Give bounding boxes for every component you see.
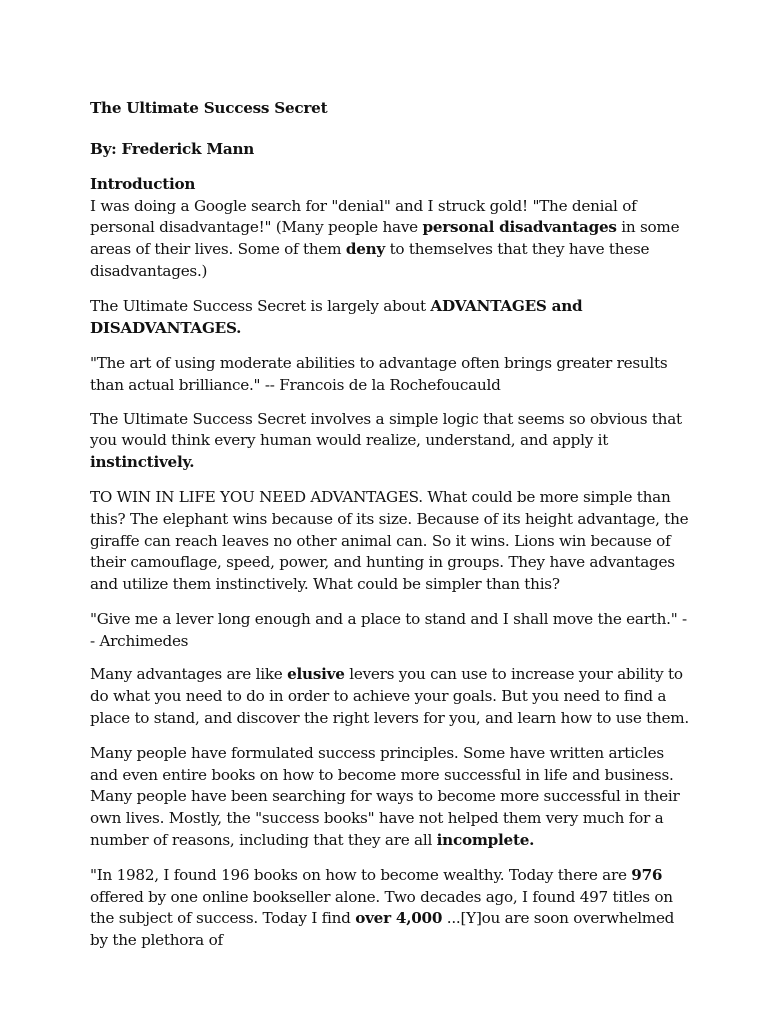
paragraph-simple-logic: The Ultimate Success Secret involves a simple logic that seems so obvious that you would think every human would realize, understand, and apply it instinctively. <box>90 409 682 471</box>
paragraph-win-in-life: TO WIN IN LIFE YOU NEED ADVANTAGES. What could be more simple than this? The elephant wins because of its size. Because of its height advantage, the giraffe can reach leaves no other animal can. So it wins. Lions win because of their camouflage, speed, power, and hunting in groups. They have advantages and utilize them instinctively. What could be simpler than this? <box>90 488 689 593</box>
paragraph-advantages-disadvantages: The Ultimate Success Secret is largely about ADVANTAGES and DISADVANTAGES. <box>90 297 583 337</box>
document-body <box>90 98 690 966</box>
paragraph-levers: Many advantages are like elusive levers you can use to increase your ability to do what you need to do in order to achieve your goals. But you need to find a place to stand, and discover the right levers for you, and learn how to use them. <box>90 665 689 727</box>
paragraph-denial: I was doing a Google search for "denial" and I struck gold! "The denial of personal disadvantage!" (Many people have personal disadvantages in some areas of their lives. Some of them deny to themselves that they have these disadvantages.) <box>90 196 680 280</box>
document-title: The Ultimate Success Secret <box>90 99 328 117</box>
paragraph-success-principles: Many people have formulated success principles. Some have written articles and even entire books on how to become more successful in life and business. Many people have been searching for ways to become more successful in their own lives. Mostly, the "success books" have not helped them very much for a number of reasons, including that they are all incomplete. <box>90 744 680 849</box>
paragraph-books-count: "In 1982, I found 196 books on how to become wealthy. Today there are 976 offered by one online bookseller alone. Two decades ago, I found 497 titles on the subject of success. Today I find over 4,000 ...[Y]ou are soon overwhelmed by the plethora of <box>90 866 675 949</box>
section-heading-introduction: Introduction <box>90 175 196 194</box>
quote-archimedes: "Give me a lever long enough and a place to stand and I shall move the earth." -- Archimedes <box>90 610 687 650</box>
quote-rochefoucauld: "The art of using moderate abilities to advantage often brings greater results than actual brilliance." -- Francois de la Rochefoucauld <box>90 354 668 394</box>
author-byline: By: Frederick Mann <box>90 139 255 158</box>
